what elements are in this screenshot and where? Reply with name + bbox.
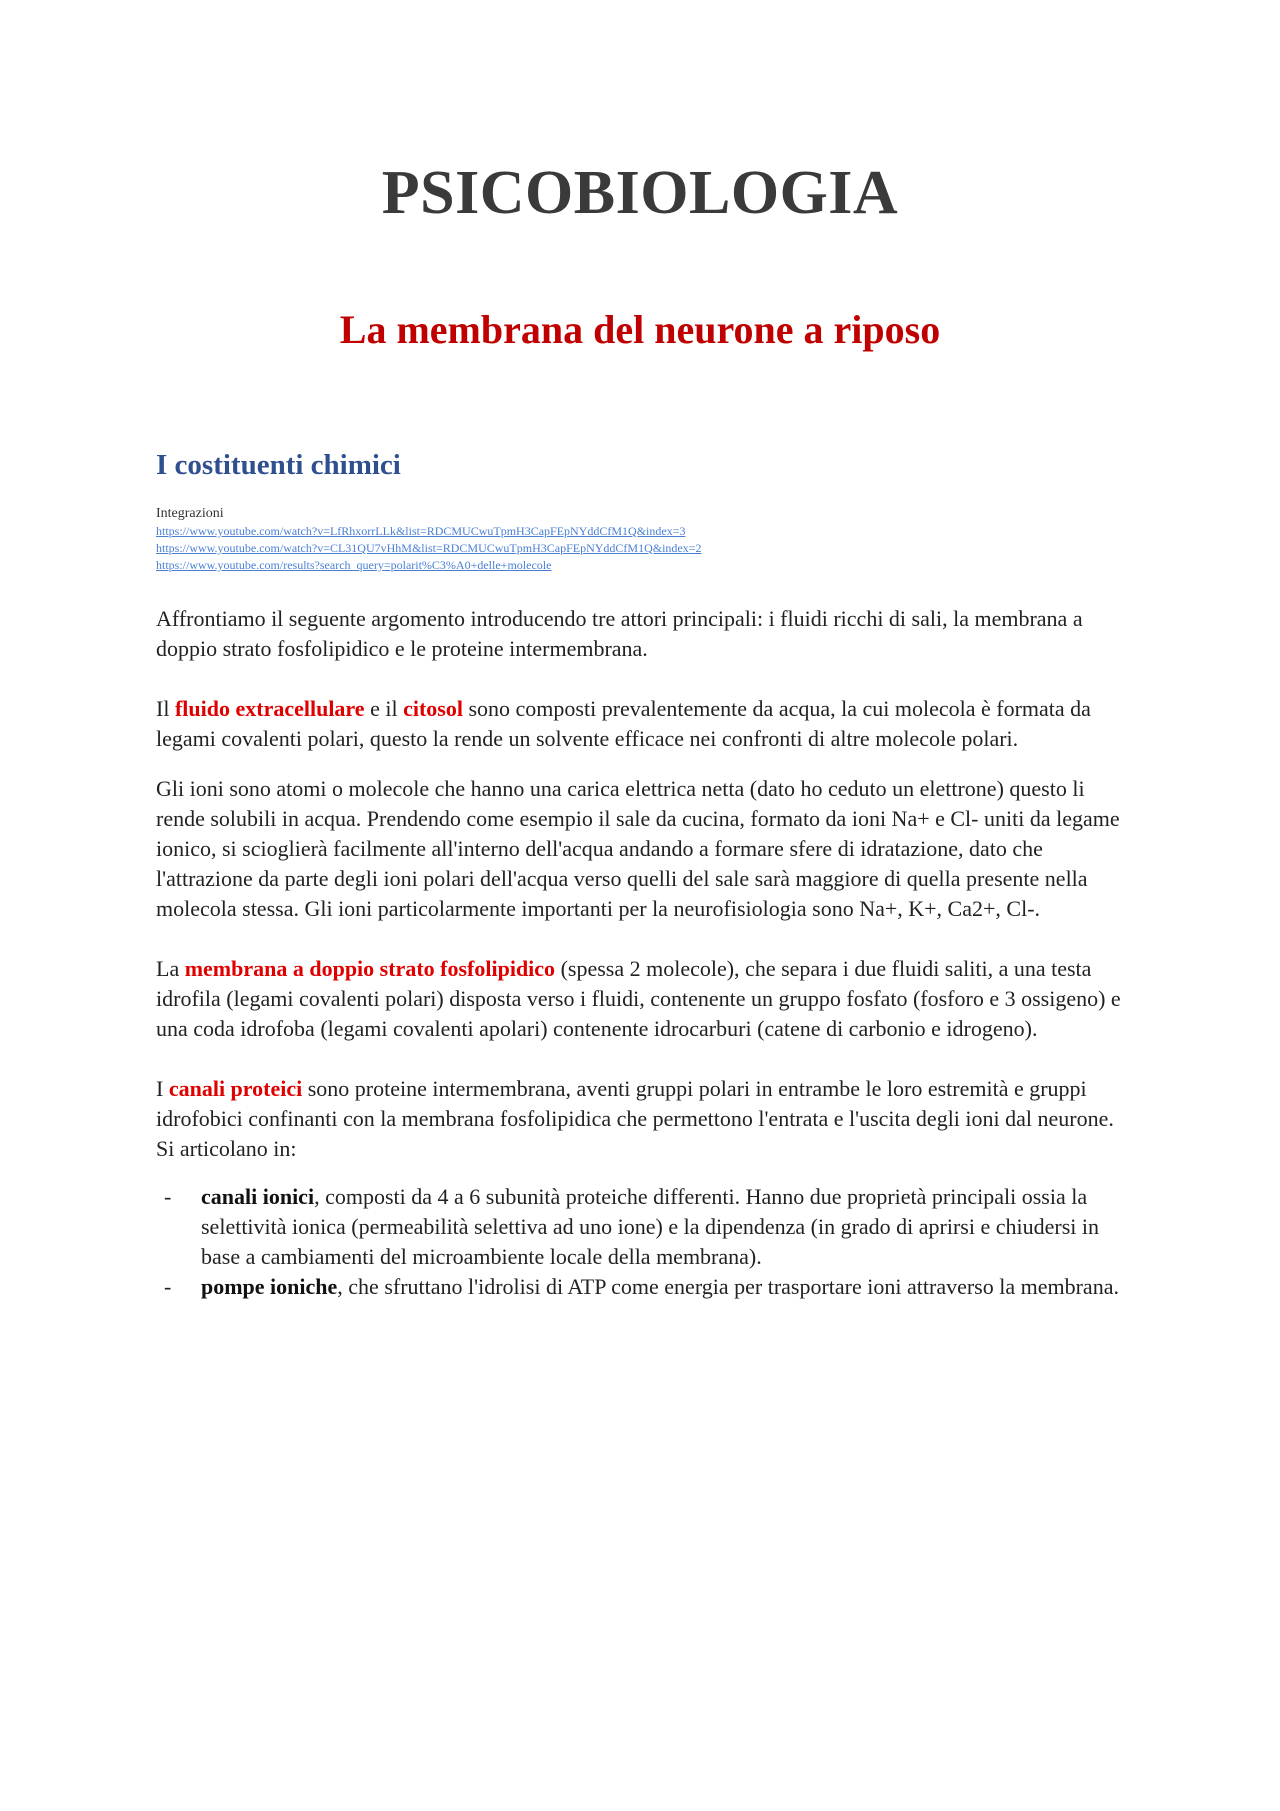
fluids-mid: e il [364, 695, 404, 721]
ions-paragraph: Gli ioni sono atomi o molecole che hanno una carica elettrica netta (dato ho ceduto un elettrone) questo li rende solubili in acqua. Prendendo come esempio il sale da cucina, formato da ioni Na+ e Cl- uniti da legame ionico, si scioglierà facilmente all'interno dell'acqua andando a formare sfere di idratazione, dato che l'attrazione da parte degli ioni polari dell'acqua verso quelli del sale sarà maggiore di quella presente nella molecola stessa. Gli ioni particolarmente importanti per la neurofisiologia sono Na+, K+, Ca2+, Cl-. [156, 775, 1120, 921]
document-body [156, 448, 1136, 1302]
channels-paragraph [156, 1074, 1136, 1164]
integrations-label: Integrazioni [156, 505, 224, 521]
term-ion-pumps: pompe ioniche [201, 1273, 338, 1299]
term-extracellular-fluid: fluido extracellulare [174, 695, 365, 721]
channels-pre: I [156, 1075, 169, 1101]
document-title: PSICOBIOLOGIA [381, 159, 899, 227]
term-cytosol: citosol [403, 695, 463, 721]
membrane-pre: La [156, 955, 185, 981]
integrations-block [156, 505, 1136, 574]
intro-paragraph: Affrontiamo il seguente argomento introducendo tre attori principali: i fluidi ricchi di sali, la membrana a doppio strato fosfolipidico e le proteine intermembrana. [156, 605, 1083, 661]
list-item [156, 1182, 1136, 1272]
youtube-link-1[interactable]: https://www.youtube.com/watch?v=LfRhxorrLLk&list=RDCMUCwuTpmH3CapFEpNYddCfM1Q&index=3 [156, 523, 686, 538]
membrane-post: (spessa 2 molecole), che separa i due fluidi saliti, a una testa idrofila (legami covalenti polari) disposta verso i fluidi, contenente un gruppo fosfato (fosforo e 3 ossigeno) e una coda idrofoba (legami covalenti apolari) contenente idrocarburi (catene di carbonio e idrogeno). [156, 955, 1121, 1041]
fluids-post: sono composti prevalentemente da acqua, la cui molecola è formata da legami covalenti polari, questo la rende un solvente efficace nei confronti di altre molecole polari. [156, 695, 1091, 751]
list-item-text: , che sfruttano l'idrolisi di ATP come energia per trasportare ioni attraverso la membrana. [337, 1273, 1119, 1299]
list-dash: - [164, 1273, 172, 1299]
list-item [156, 1272, 1136, 1302]
fluids-paragraph [156, 694, 1136, 754]
term-ion-channels: canali ionici [201, 1183, 315, 1209]
youtube-link-2[interactable]: https://www.youtube.com/watch?v=CL31QU7vHhM&list=RDCMUCwuTpmH3CapFEpNYddCfM1Q&index=2 [156, 540, 702, 555]
document-subtitle: La membrana del neurone a riposo [339, 307, 941, 352]
youtube-link-3[interactable]: https://www.youtube.com/results?search_query=polarit%C3%A0+delle+molecole [156, 557, 552, 572]
membrane-paragraph [156, 954, 1136, 1044]
list-item-text: , composti da 4 a 6 subunità proteiche differenti. Hanno due proprietà principali ossia la selettività ionica (permeabilità selettiva ad uno ione) e la dipendenza (in grado di aprirsi e chiudersi in base a cambiamenti del microambiente locale della membrana). [201, 1183, 1100, 1269]
term-protein-channels: canali proteici [168, 1075, 303, 1101]
channels-post: sono proteine intermembrana, aventi gruppi polari in entrambe le loro estremità e gruppi idrofobici confinanti con la membrana fosfolipidica che permettono l'entrata e l'uscita degli ioni dal neurone. Si articolano in: [156, 1075, 1114, 1161]
term-phospholipid-membrane: membrana a doppio strato fosfolipidico [184, 955, 556, 981]
channel-types-list [156, 1182, 1136, 1302]
list-dash: - [164, 1183, 172, 1209]
fluids-pre: Il [156, 695, 175, 721]
section-heading: I costituenti chimici [156, 449, 401, 481]
